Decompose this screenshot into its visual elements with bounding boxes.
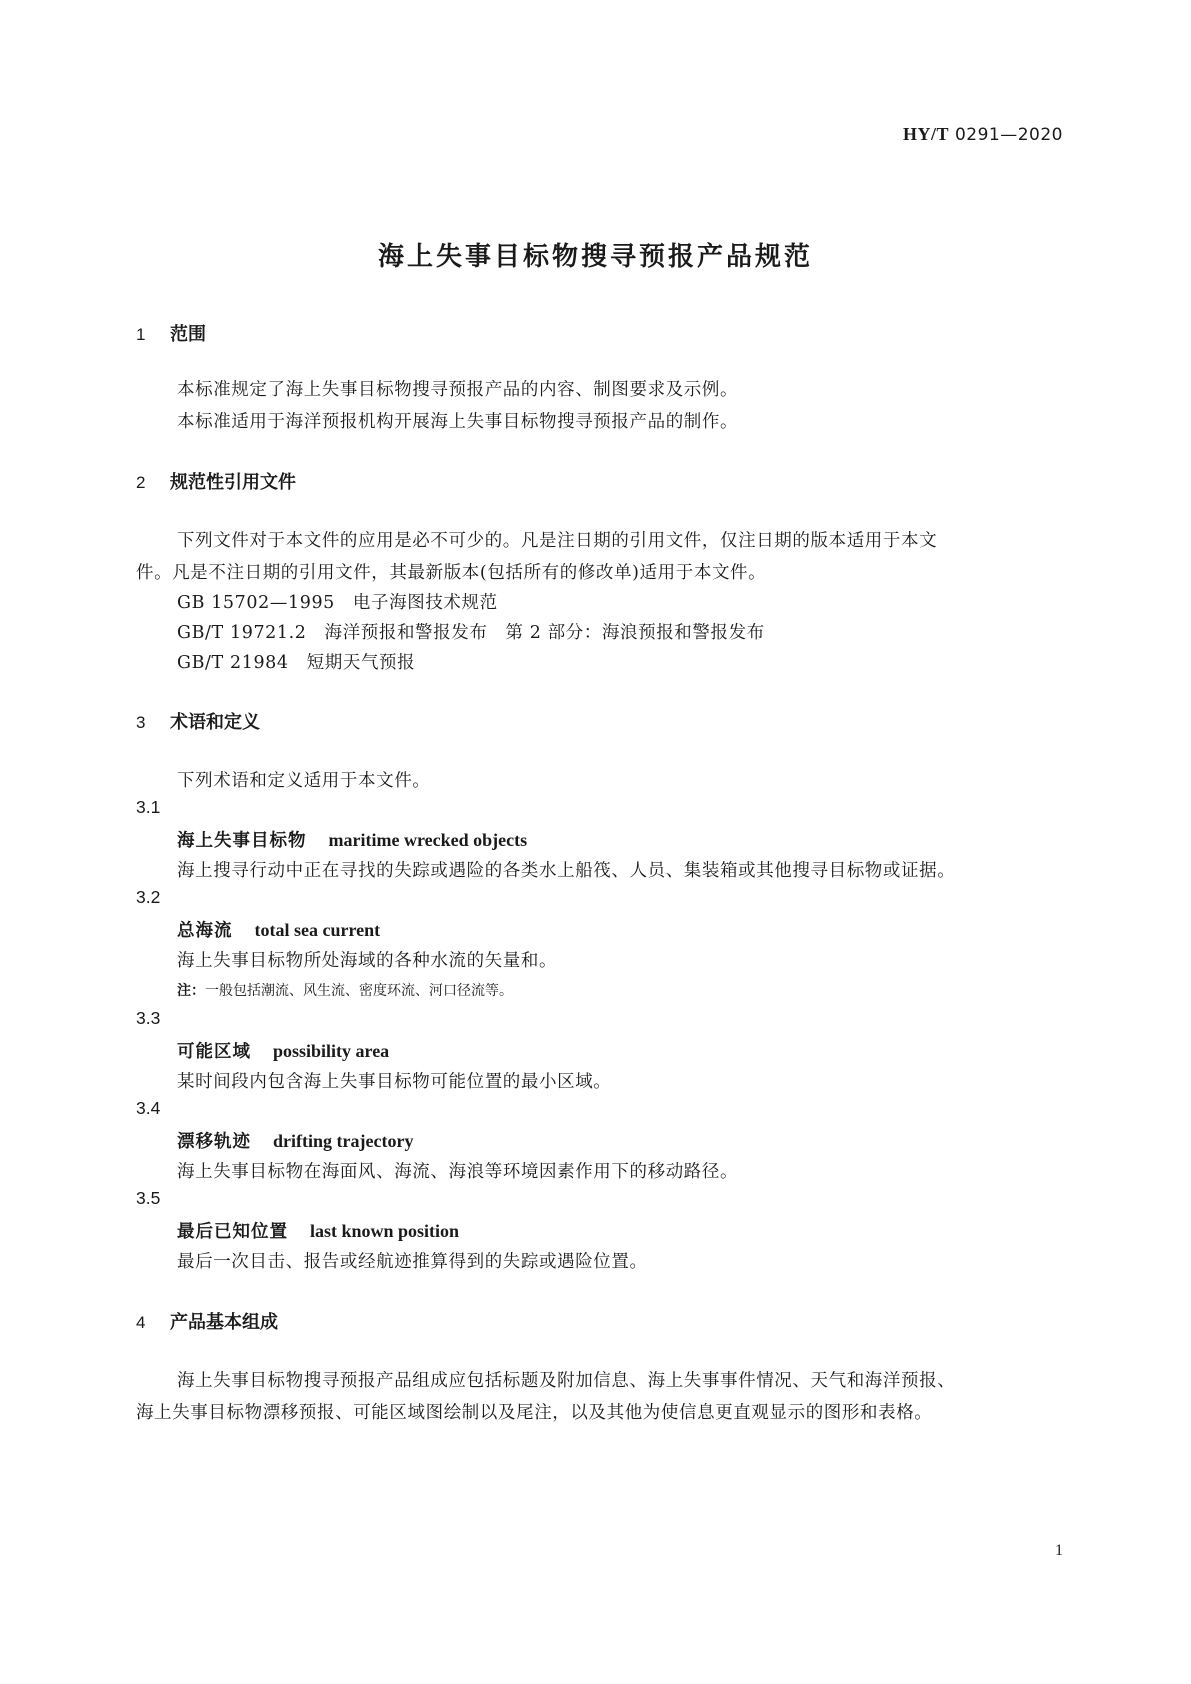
section-title: 规范性引用文件	[170, 472, 296, 493]
paragraph: 件。凡是不注日期的引用文件，其最新版本(包括所有的修改单)适用于本文件。	[136, 563, 767, 583]
term-heading	[177, 827, 527, 852]
section-number: 2	[136, 473, 146, 492]
term-heading	[177, 917, 380, 942]
note-text: 一般包括潮流、风生流、密度环流、河口径流等。	[205, 983, 513, 999]
term-en: last known position	[310, 1221, 460, 1241]
note-label: 注：	[177, 983, 205, 999]
section-1-heading	[136, 320, 206, 346]
term-number: 3.2	[136, 887, 161, 907]
page-number: 1	[1055, 1542, 1063, 1559]
term-definition: 海上失事目标物在海面风、海流、海浪等环境因素作用下的移动路径。	[177, 1162, 739, 1182]
reference-title: 电子海图技术规范	[352, 593, 498, 613]
section-2-heading	[136, 468, 296, 494]
term-zh: 可能区域	[177, 1042, 251, 1062]
term-en: maritime wrecked objects	[328, 830, 528, 850]
term-number: 3.3	[136, 1008, 161, 1028]
standard-number: 0291—2020	[954, 125, 1063, 145]
reference-code: GB 15702—1995	[177, 593, 335, 613]
reference-code: GB/T 21984	[177, 653, 289, 673]
term-en: possibility area	[273, 1041, 390, 1061]
section-number: 1	[136, 325, 146, 344]
section-number: 3	[136, 713, 146, 732]
term-zh: 海上失事目标物	[177, 831, 307, 851]
term-definition: 某时间段内包含海上失事目标物可能位置的最小区域。	[177, 1072, 612, 1092]
paragraph: 海上失事目标物漂移预报、可能区域图绘制以及尾注，以及其他为使信息更直观显示的图形和表格。	[136, 1403, 933, 1423]
term-zh: 总海流	[177, 921, 233, 941]
term-number: 3.5	[136, 1188, 161, 1208]
paragraph: 本标准适用于海洋预报机构开展海上失事目标物搜寻预报产品的制作。	[177, 412, 739, 432]
section-4-heading	[136, 1308, 278, 1334]
reference-title: 短期天气预报	[306, 653, 416, 673]
section-title: 范围	[170, 324, 206, 345]
term-definition: 海上失事目标物所处海域的各种水流的矢量和。	[177, 951, 558, 971]
standard-code	[903, 124, 1063, 145]
term-heading	[177, 1218, 459, 1243]
term-definition: 海上搜寻行动中正在寻找的失踪或遇险的各类水上船筏、人员、集装箱或其他搜寻目标物或证据。	[177, 861, 956, 881]
paragraph: 下列文件对于本文件的应用是必不可少的。凡是注日期的引用文件，仅注日期的版本适用于本文	[177, 531, 938, 551]
term-note	[177, 980, 513, 1000]
term-zh: 最后已知位置	[177, 1222, 288, 1242]
reference-title: 海洋预报和警报发布	[324, 623, 488, 643]
term-number: 3.1	[136, 797, 161, 817]
standard-prefix: HY/T	[903, 124, 950, 144]
term-number: 3.4	[136, 1098, 161, 1118]
paragraph: 本标准规定了海上失事目标物搜寻预报产品的内容、制图要求及示例。	[177, 380, 739, 400]
term-definition: 最后一次目击、报告或经航迹推算得到的失踪或遇险位置。	[177, 1252, 648, 1272]
document-title: 海上失事目标物搜寻预报产品规范	[377, 242, 813, 272]
reference-item	[177, 589, 498, 614]
reference-item	[177, 649, 415, 674]
term-en: drifting trajectory	[273, 1131, 414, 1151]
section-title: 产品基本组成	[170, 1312, 278, 1333]
section-3-heading	[136, 708, 260, 734]
section-title: 术语和定义	[170, 712, 260, 733]
term-heading	[177, 1038, 389, 1063]
reference-item	[177, 619, 765, 644]
reference-code: GB/T 19721.2	[177, 623, 307, 643]
paragraph: 海上失事目标物搜寻预报产品组成应包括标题及附加信息、海上失事事件情况、天气和海洋预报、	[177, 1371, 956, 1391]
term-heading	[177, 1128, 413, 1153]
section-number: 4	[136, 1313, 146, 1332]
reference-part: 第 2 部分：海浪预报和警报发布	[505, 623, 765, 643]
paragraph: 下列术语和定义适用于本文件。	[177, 771, 431, 791]
term-zh: 漂移轨迹	[177, 1132, 251, 1152]
term-en: total sea current	[254, 920, 381, 940]
